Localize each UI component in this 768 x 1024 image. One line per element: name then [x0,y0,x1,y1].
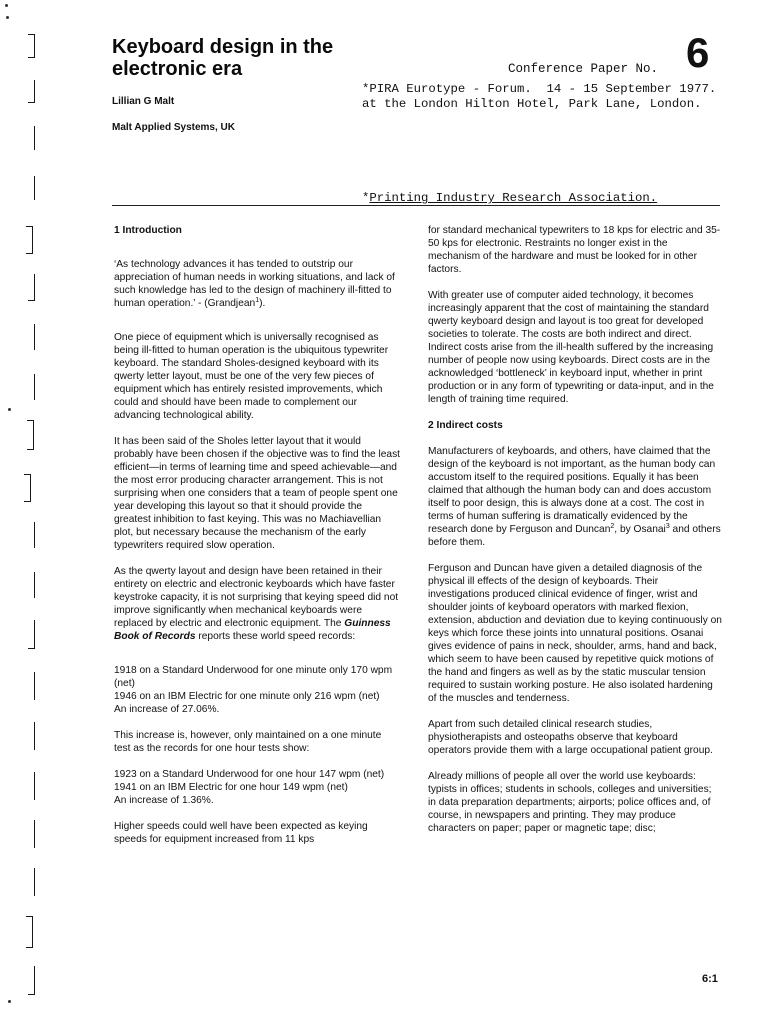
forum-line-1: *PIRA Eurotype - Forum. 14 - 15 September 1977. [362,82,717,96]
page-number: 6:1 [702,973,718,985]
margin-bracket [28,772,35,800]
margin-bracket [28,966,35,995]
margin-dot [8,408,11,411]
forum-info [362,82,752,112]
left-column [114,224,400,859]
margin-bracket [28,672,35,700]
margin-bracket [28,820,35,848]
margin-bracket [28,722,35,750]
section-heading-introduction: 1 Introduction [114,225,182,236]
pira-name: Printing Industry Research Association. [369,191,658,205]
margin-dot [6,16,9,19]
right-column [428,224,722,848]
paragraph [114,258,400,310]
header-rule [112,205,720,206]
paragraph: It has been said of the Sholes letter layout that it would probably have been chosen if the objective was to find the least efficient—in terms of learning time and speed achievable—and the most error producing character arrangement. This is not surprising when one considers that a team of people spent one year developing this layout so that it should provide the greatest inhibition to fast keying. This was no Machiavellian plot, but necessary because the mechanism of the early typewriters required slow operation. [114,436,401,551]
margin-bracket [28,80,35,103]
paragraph: This increase is, however, only maintained on a one minute test as the records for one hour tests show: [114,730,382,754]
paragraph-text: and others before them. [428,524,721,548]
paragraph: With greater use of computer aided technology, it becomes increasingly apparent that the cost of maintaining the standard qwerty keyboard design and layout is too great for developed societies to tolerate. The costs are both indirect and direct. Indirect costs arise from the ill-health suffered by the increasing number of people now using keyboards. Direct costs are in the acknowledged ‘bottleneck’ in keyboard input, whether in print production or in any form of typewriting or data-input, and in the length of training time required. [428,290,714,405]
author-affiliation: Malt Applied Systems, UK [112,122,235,133]
paragraph-text: reports these world speed records: [195,631,356,642]
margin-bracket [28,274,35,301]
citation-superscript: 2 [610,523,615,530]
margin-bracket [28,620,35,649]
margin-bracket [28,868,35,896]
margin-bracket [26,916,33,948]
margin-bracket [27,420,34,450]
quote-text: ‘As technology advances it has tended to outstrip our appreciation of human needs in working situations, and lack of such knowledge has led to the design of machinery ill-fitted to human operation.’ - (Grandjean [114,259,395,309]
paragraph: One piece of equipment which is universally recognised as being ill-fitted to human operation is the ubiquitous typewriter keyboard. The standard Sholes-designed keyboard with its qwerty letter layout, must be one of the very few pieces of equipment which has entirely resisted improvements, which could and should have been made to complement our advancing technological ability. [114,332,389,421]
pira-asterisk: * [362,191,370,205]
margin-bracket [28,324,35,350]
record-line: An increase of 1.36%. [114,795,214,806]
forum-line-2: at the London Hilton Hotel, Park Lane, London. [362,97,702,111]
margin-bracket [28,126,35,150]
margin-bracket [26,226,33,254]
paragraph-text: Manufacturers of keyboards, and others, have claimed that the design of the keyboard is not important, as the human body can accustom itself to the required positions. Equally it has been claimed that although the human body can and does accustom itself to poor design, this is always done at a cost. The cost in terms of human suffering is dramatically evidenced by the research done by Ferguson and Duncan [428,446,716,535]
margin-bracket [28,176,35,200]
paragraph [114,565,400,643]
paragraph: Already millions of people all over the world use keyboards: typists in offices; students in schools, colleges and universities; in data preparation departments; airports; police offices and, of course, in newspapers and printing. They may produce characters on paper; paper or magnetic tape; disc; [428,771,712,834]
margin-dot [5,4,8,7]
paragraph: for standard mechanical typewriters to 18 kps for electric and 35-50 kps for electronic. Restraints no longer exist in the mechanism of the hardware and must be looked for in other factors. [428,225,721,275]
quote-end: ). [259,298,266,309]
record-line: An increase of 27.06%. [114,704,220,715]
paragraph: Ferguson and Duncan have given a detailed diagnosis of the physical ill effects of the design of keyboards. Their investigations produced clinical evidence of finger, wrist and shoulder joints of keyboard operators with marked flexion, extension, abduction and deviation due to keying continuously on keys which force these joints into unnatural positions. Osanai gives evidence of pains in neck, shoulder, arms, hand and back, which seem to have been caused by repetitive quick motions of the hand and fingers as well as by the static muscular tension required to sustain working posture. He also isolated hardening of the muscles and tenderness. [428,563,722,704]
book-title: Guinness Book of Records [114,618,391,642]
conference-paper-number: 6 [686,29,710,76]
paragraph-text: As the qwerty layout and design have been retained in their entirety on electric and electronic keyboards which have faster keystroke capacity, it is not surprising that keying speed did not improve significantly when mechanical keyboards were replaced by electric and electronic equipment. The [114,566,399,629]
paragraph-text: , by Osanai [614,524,666,535]
pira-footnote [362,191,657,205]
margin-bracket [24,474,31,502]
author-name: Lillian G Malt [112,96,175,107]
paragraph: Higher speeds could well have been expected as keying speeds for equipment increased from 11 kps [114,821,368,845]
record-line: 1923 on a Standard Underwood for one hour 147 wpm (net) [114,769,385,780]
record-line: 1946 on an IBM Electric for one minute only 216 wpm (net) [114,691,380,702]
binding-marks [0,0,40,1024]
margin-bracket [28,34,35,58]
citation-superscript: 3 [665,523,670,530]
margin-bracket [28,572,35,598]
paragraph: Apart from such detailed clinical research studies, physiotherapists and osteopaths observe that keyboard operators provide them with a large occupational patient group. [428,719,713,756]
section-heading-indirect-costs: 2 Indirect costs [428,420,503,431]
margin-dot [8,1000,11,1003]
margin-bracket [28,522,35,548]
citation-superscript: 1 [255,297,260,304]
paper-title: Keyboard design in the electronic era [112,36,334,80]
paragraph [428,445,722,549]
record-line: 1941 on an IBM Electric for one hour 149 wpm (net) [114,782,348,793]
margin-bracket [28,374,35,400]
conference-paper-label: Conference Paper No. [508,62,659,76]
record-line: 1918 on a Standard Underwood for one minute only 170 wpm (net) [114,665,393,689]
